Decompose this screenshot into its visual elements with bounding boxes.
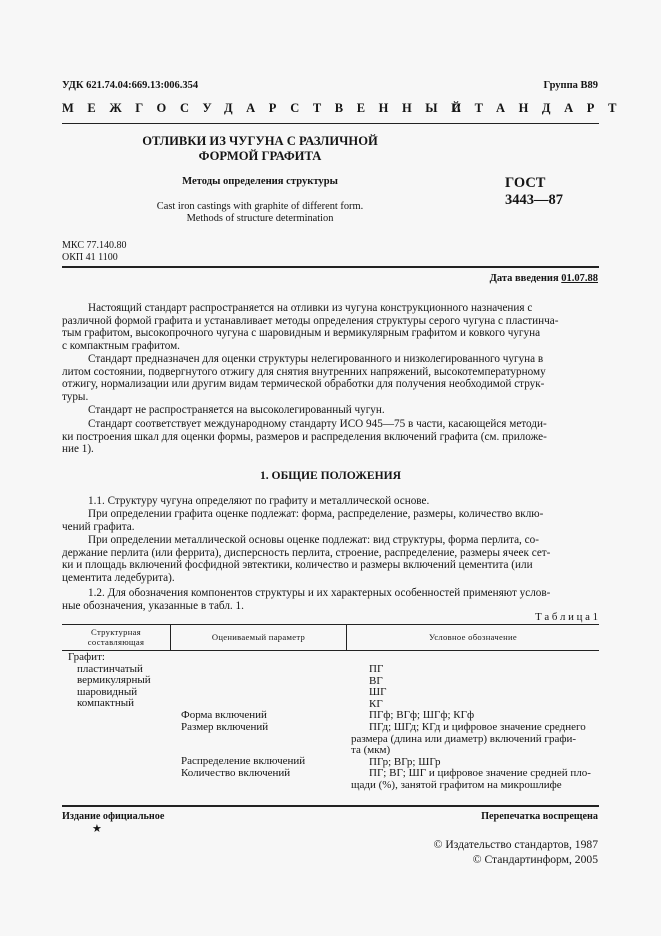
table-header-rule — [62, 650, 599, 651]
banner-right: СТАНДАРТ — [452, 101, 631, 115]
title-line-2: ФОРМОЙ ГРАФИТА — [198, 149, 322, 163]
table-cell: Количество включений — [181, 766, 291, 779]
footer-rule — [62, 805, 599, 807]
gost-label: ГОСТ — [505, 175, 546, 191]
table-header-col1-line1: Структурная — [91, 627, 141, 637]
table-cell: вермикулярный — [77, 674, 151, 687]
table-cell: Форма включений — [181, 709, 267, 721]
gost-number: 3443—87 — [505, 192, 563, 208]
intro-date — [490, 273, 598, 284]
table-col-component — [68, 652, 151, 710]
table-cell: шаровидный — [77, 685, 138, 698]
section-paragraph-1: 1.1. Структуру чугуна определяют по графиту и металлической основе. — [88, 495, 430, 507]
udk-code: УДК 621.74.04:669.13:006.354 — [62, 80, 199, 91]
intro-date-label: Дата введения — [489, 273, 559, 284]
table-cell: ПГд; ШГд; КГд и цифровое значение среднего — [369, 720, 586, 733]
subtitle: Методы определения структуры — [182, 176, 338, 187]
english-title-1: Cast iron castings with graphite of different form. — [156, 201, 364, 212]
table-col-parameter-a — [181, 710, 268, 733]
table-cell: ВГ — [369, 674, 383, 687]
banner-left: МЕЖГОСУДАРСТВЕННЫЙ — [62, 101, 475, 115]
table-cell: ПГф; ВГф; ШГф; КГф — [369, 709, 475, 722]
copyright-2: © Стандартинформ, 2005 — [472, 853, 598, 866]
edition-label: Издание официальное — [62, 811, 165, 822]
section-paragraph-3: При определении металлической основы оценке подлежат: вид структуры, форма перлита, со- держание перлита (или феррита), дисперсность перлита, строение, распределение, размеры ячеек сет- ки и площадь включений фосфидной эвтектики, количество и размеры включений цементита (или цементита ледебурита). — [62, 534, 551, 584]
header-rule — [62, 123, 599, 124]
intro-paragraph-4: Стандарт соответствует международному стандарту ИСО 945—75 в части, касающейся методи- ки построения шкал для оценки формы, размеров и распределения включений графита (см. приложе- ние 1). — [62, 418, 547, 456]
table-cell: компактный — [77, 697, 134, 710]
copyright-1: © Издательство стандартов, 1987 — [433, 838, 598, 851]
table-header-col2: Оцениваемый параметр — [211, 632, 306, 642]
table-header-col1-line2: составляющая — [87, 637, 145, 647]
section-paragraph-4: 1.2. Для обозначения компонентов структуры и их характерных особенностей применяют услов- ные обозначения, указанные в табл. 1. — [62, 587, 551, 612]
mks-code: МКС 77.140.80 — [62, 240, 127, 251]
section-paragraph-2: При определении графита оценке подлежат: форма, распределение, размеры, количество вклю- чений графита. — [62, 508, 544, 533]
table-cell: ШГ — [369, 686, 387, 699]
table-header-col3: Условное обозначение — [428, 632, 518, 642]
table-caption: Т а б л и ц а 1 — [535, 611, 598, 623]
table-cell: ПГ — [369, 663, 384, 675]
table-col-parameter-b — [181, 756, 305, 779]
section-heading: 1. ОБЩИЕ ПОЛОЖЕНИЯ — [259, 469, 402, 482]
table-cell: Размер включений — [181, 720, 269, 733]
table-cell: Распределение включений — [181, 755, 306, 767]
table-cell: Графит: — [68, 651, 105, 663]
english-title-2: Methods of structure determination — [186, 213, 334, 224]
table-cell: ПГ; ВГ; ШГ и цифровое значение средней пло- — [369, 767, 591, 780]
intro-paragraph-2: Стандарт предназначен для оценки структуры нелегированного и низколегированного чугуна в литом состоянии, подвергнутого отжигу для снятия внутренних напряжений, высокотемпературному отжигу, нормализации или другим видам термической обработки для получения необходимой струк- туры. — [62, 353, 546, 403]
table-cell: размера (длина или диаметр) включений графи- — [351, 732, 577, 745]
table-cell: ПГр; ВГр; ШГр — [369, 755, 441, 768]
intro-date-value: 01.07.88 — [561, 273, 598, 284]
table-cell: щади (%), занятой графитом на микрошлифе — [351, 778, 562, 791]
codes-rule — [62, 266, 599, 268]
table-cell: КГ — [369, 697, 383, 710]
table-cell: та (мкм) — [351, 744, 391, 757]
table-col-designation — [351, 663, 591, 792]
group-code: Группа В89 — [543, 80, 598, 91]
intro-paragraph-3: Стандарт не распространяется на высоколегированный чугун. — [88, 404, 385, 416]
reprint-notice: Перепечатка воспрещена — [481, 811, 598, 822]
intro-paragraph-1: Настоящий стандарт распространяется на отливки из чугуна конструкционного назначения с различной формой графита и устанавливает методы определения структуры серого чугуна с пластинча- тым графитом, высокопрочного чугуна с шаровидным и вермикулярным графитом и ковкого чугуна с компактным графитом. — [62, 302, 559, 352]
title-line-1: ОТЛИВКИ ИЗ ЧУГУНА С РАЗЛИЧНОЙ — [142, 134, 378, 148]
table-top-rule — [62, 624, 599, 625]
star-mark: ★ — [92, 823, 102, 835]
okp-code: ОКП 41 1100 — [62, 252, 118, 263]
table-cell: пластинчатый — [77, 662, 143, 675]
